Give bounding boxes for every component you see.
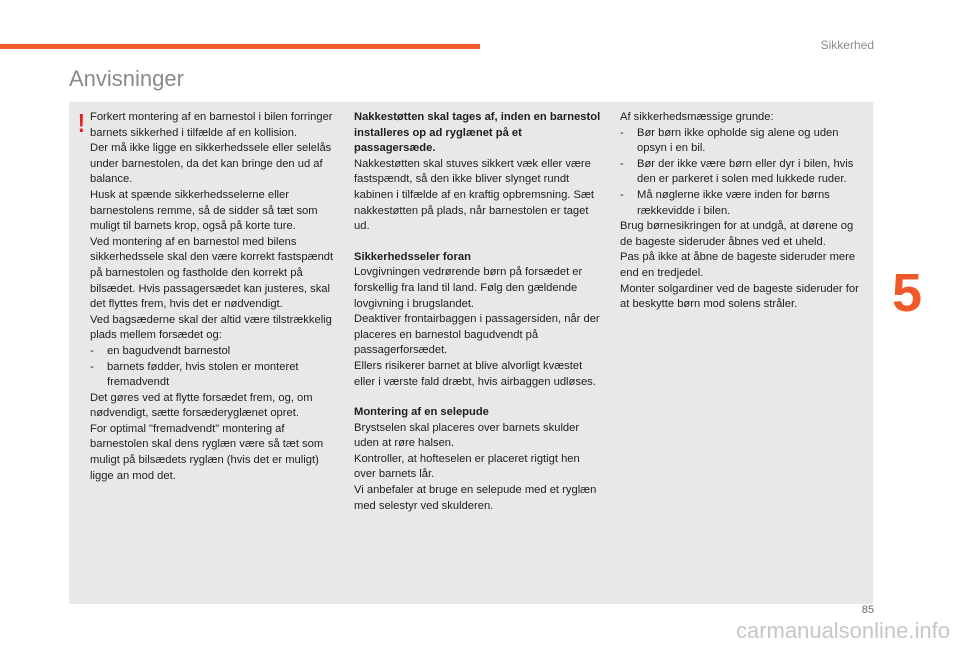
dash-bullet: - xyxy=(620,157,624,170)
paragraph: Monter solgardiner ved de bageste sideruder for at beskytte børn mod solens stråler. xyxy=(620,282,859,311)
page-title: Anvisninger xyxy=(69,66,184,91)
dash-bullet: - xyxy=(620,126,624,139)
paragraph: Ellers risikerer barnet at blive alvorligt kvæstet eller i værste fald dræbt, hvis airbaggen udløses. xyxy=(354,359,596,388)
warning-icon: ! xyxy=(77,108,85,138)
paragraph: Husk at spænde sikkerhedsselerne eller barnestolens remme, så de sidder så tæt som muligt til barnets krop, også på korte ture. xyxy=(90,188,318,233)
paragraph: Ved bagsæderne skal der altid være tilstrækkelig plads mellem forsædet og: xyxy=(90,313,332,342)
page-number: 85 xyxy=(861,604,874,616)
list-item xyxy=(90,344,340,360)
watermark: carmanualsonline.info xyxy=(735,618,950,643)
paragraph: Deaktiver frontairbaggen i passagersiden, når der placeres en barnestol bagudvendt på passagerforsædet. xyxy=(354,313,600,357)
paragraph: Ved montering af en barnestol med bilens sikkerhedssele skal den være korrekt fastspændt på barnestolen og fastholde den korrekt på bilsædet. Hvis passagersædet kan justeres, skal det flyttes frem, hvis det er nødvendigt. xyxy=(90,235,334,311)
booster-heading: Montering af en selepude xyxy=(354,406,489,419)
paragraph: Der må ikke ligge en sikkerhedssele eller selelås under barnestolen, da det kan bringe den ud af balance. xyxy=(90,142,332,186)
paragraph: Nakkestøtten skal stuves sikkert væk eller være fastspændt, så den ikke bliver slynget rundt kabinen i tilfælde af en kraftig opbremsning. Sæt nakkestøtten på plads, når barnestolen er taget ud. xyxy=(354,157,595,233)
chapter-number: 5 xyxy=(892,263,923,323)
column-safety-reasons xyxy=(620,110,865,313)
list-item xyxy=(90,360,340,391)
front-belts-heading: Sikkerhedsseler foran xyxy=(354,250,471,263)
paragraph: Forkert montering af en barnestol i bilen forringer barnets sikkerhed i tilfælde af en kollision. xyxy=(90,111,333,139)
list-item-text: Bør børn ikke opholde sig alene og uden opsyn i en bil. xyxy=(637,126,839,155)
paragraph: Brystselen skal placeres over barnets skulder uden at røre halsen. xyxy=(354,421,580,450)
list-item-text: en bagudvendt barnestol xyxy=(107,344,231,357)
paragraph: Lovgivningen vedrørende børn på forsædet er forskellig fra land til land. Følg den gældende lovgivning i brugslandet. xyxy=(354,266,583,310)
paragraph: Af sikkerhedsmæssige grunde: xyxy=(620,111,774,123)
list-item-text: Bør der ikke være børn eller dyr i bilen, hvis den er parkeret i solen med lukkede ruder. xyxy=(637,157,854,186)
section-label: Sikkerhed xyxy=(820,38,874,52)
content-panel xyxy=(69,102,873,604)
paragraph: Det gøres ved at flytte forsædet frem, og, om nødvendigt, sætte forsæderyglænet opret. xyxy=(90,391,313,420)
dash-bullet: - xyxy=(620,188,624,201)
column-seat-info xyxy=(354,110,604,514)
list-item xyxy=(620,126,865,157)
dash-bullet: - xyxy=(90,360,94,373)
paragraph: Vi anbefaler at bruge en selepude med et ryglæn med selestyr ved skulderen. xyxy=(354,484,597,512)
paragraph: For optimal "fremadvendt" montering af barnestolen skal dens ryglæn være så tæt som muligt på bilsædets ryglæn (hvis det er muligt) ligge an mod det. xyxy=(90,422,324,482)
list-item xyxy=(620,157,865,188)
paragraph: Kontroller, at hofteselen er placeret rigtigt hen over barnets lår. xyxy=(354,452,580,481)
dash-bullet: - xyxy=(90,344,94,357)
list-item xyxy=(620,188,865,219)
paragraph: Brug børnesikringen for at undgå, at dørene og de bageste sideruder åbnes ved et uheld. xyxy=(620,220,854,248)
column-warnings xyxy=(90,110,340,484)
accent-bar xyxy=(0,44,480,49)
list-item-text: barnets fødder, hvis stolen er monteret fremadvendt xyxy=(107,360,299,389)
headrest-heading: Nakkestøtten skal tages af, inden en barnestol installeres op ad ryglænet på et passagersæde. xyxy=(354,111,601,155)
list-item-text: Må nøglerne ikke være inden for børns rækkevidde i bilen. xyxy=(637,188,830,217)
paragraph: Pas på ikke at åbne de bageste sideruder mere end en tredjedel. xyxy=(620,251,856,279)
